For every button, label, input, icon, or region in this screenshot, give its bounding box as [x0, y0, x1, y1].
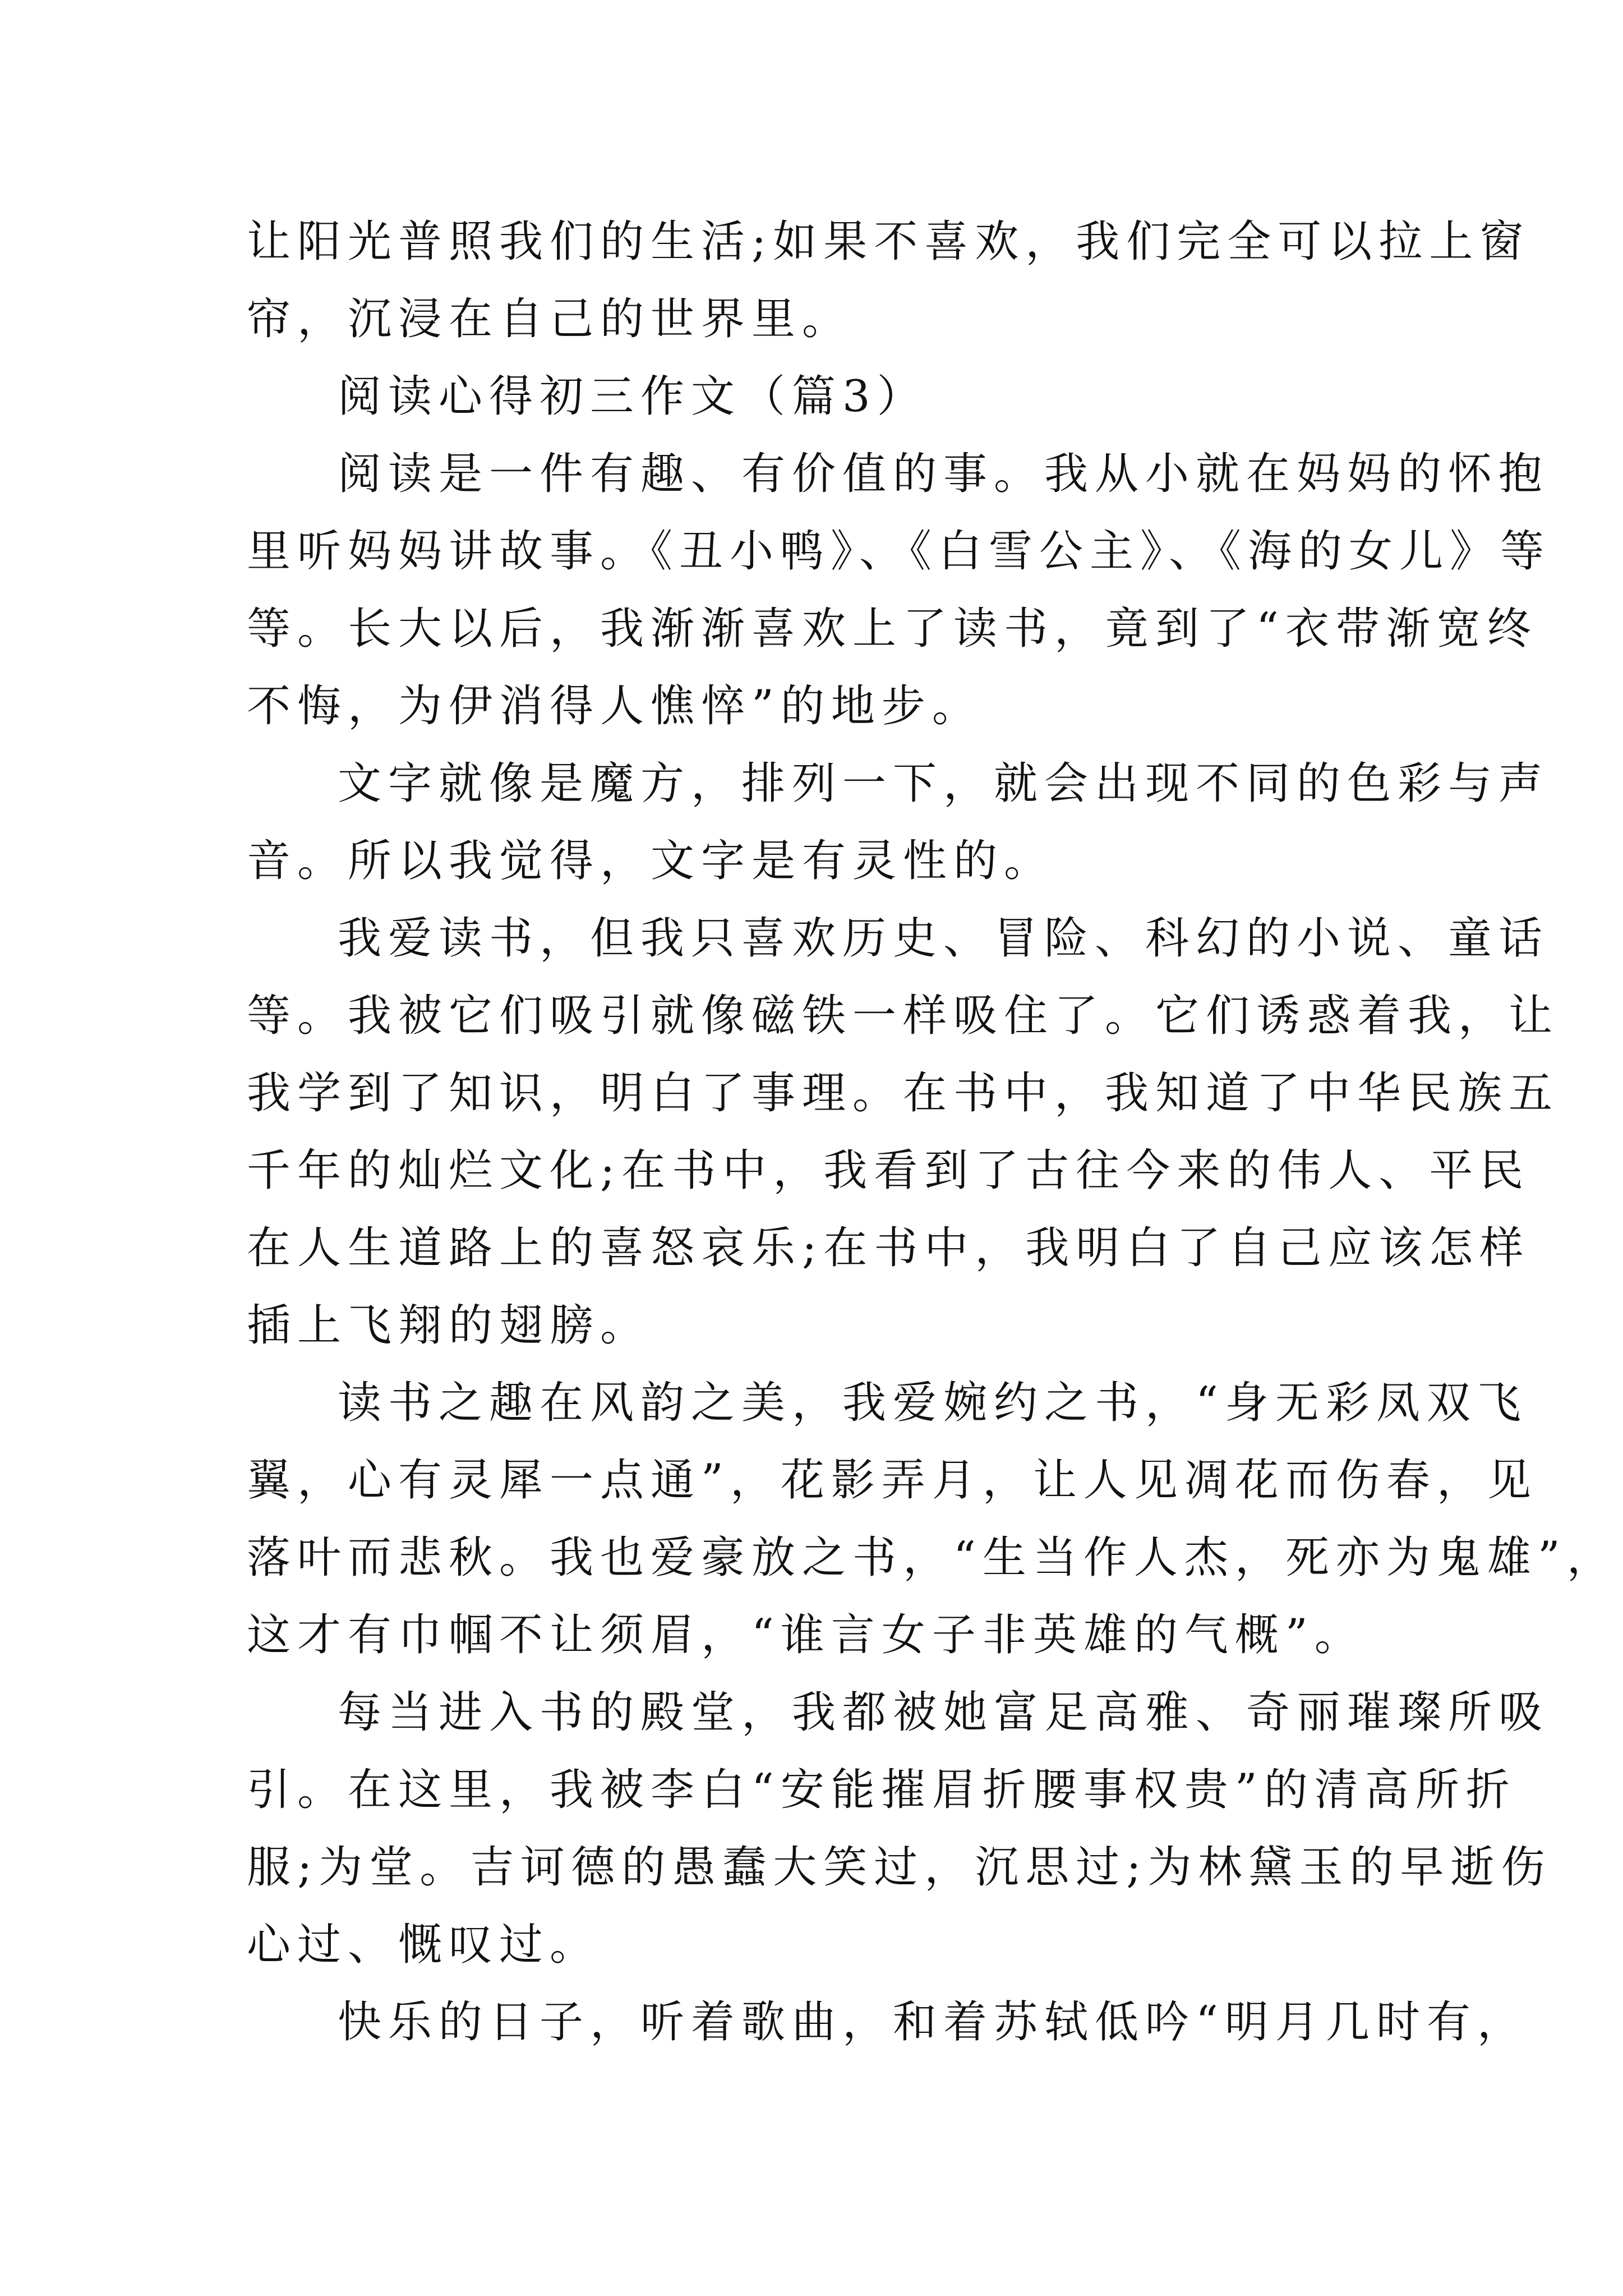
text-line: 在人生道路上的喜怒哀乐;在书中，我明白了自己应该怎样: [247, 1223, 1530, 1273]
paragraph: [247, 745, 1550, 900]
text-line: 心过、慨叹过。: [247, 1920, 601, 1970]
text-line: 快乐的日子，听着歌曲，和着苏轼低吟“明月几时有，: [338, 1997, 1528, 2047]
text-line: 阅读是一件有趣、有价值的事。我从小就在妈妈的怀抱: [338, 449, 1550, 499]
text-line: 等。我被它们吸引就像磁铁一样吸住了。它们诱惑着我，让: [247, 991, 1560, 1041]
text-line: 每当进入书的殿堂，我都被她富足高雅、奇丽璀璨所吸: [338, 1687, 1550, 1738]
text-line: 不悔，为伊消得人憔悴”的地步。: [247, 681, 983, 731]
text-line: 等。长大以后，我渐渐喜欢上了读书，竟到了“衣带渐宽终: [247, 604, 1538, 654]
text-line: 让阳光普照我们的生活;如果不喜欢，我们完全可以拉上窗: [247, 217, 1530, 267]
paragraph: [247, 1674, 1552, 1984]
text-line: 翼，心有灵犀一点通”，花影弄月，让人见凋花而伤春，见: [247, 1455, 1538, 1506]
text-line: 我学到了知识，明白了事理。在书中，我知道了中华民族五: [247, 1068, 1560, 1119]
text-line: 千年的灿烂文化;在书中，我看到了古往今来的伟人、平民: [247, 1145, 1530, 1196]
text-line: 引。在这里，我被李白“安能摧眉折腰事权贵”的清高所折: [247, 1765, 1516, 1815]
text-line: 这才有巾帼不让须眉，“谁言女子非英雄的气概”。: [247, 1610, 1365, 1660]
text-line: 读书之趣在风韵之美，我爱婉约之书，“身无彩凤双飞: [338, 1378, 1528, 1428]
text-line: 落叶而悲秋。我也爱豪放之书，“生当作人杰，死亦为鬼雄”，: [247, 1533, 1617, 1583]
text-line: 服;为堂。吉诃德的愚蠢大笑过，沉思过;为林黛玉的早逝伤: [247, 1842, 1552, 1893]
paragraph: [247, 1984, 1528, 2061]
paragraph: [247, 900, 1560, 1364]
document-body: [247, 203, 1617, 2061]
text-line: 音。所以我觉得，文字是有灵性的。: [247, 836, 1055, 886]
paragraph: [247, 1364, 1617, 1674]
text-line: 里听妈妈讲故事。《丑小鸭》、《白雪公主》、《海的女儿》等: [247, 526, 1551, 577]
text-line: 帘，沉浸在自己的世界里。: [247, 294, 853, 344]
text-line: 插上飞翔的翅膀。: [247, 1300, 651, 1351]
text-line: 文字就像是魔方，排列一下，就会出现不同的色彩与声: [338, 758, 1550, 809]
paragraph: [247, 435, 1551, 745]
section-title: 阅读心得初三作文（篇3）: [338, 371, 928, 422]
paragraph-continuation: [247, 203, 1530, 358]
text-line: 我爱读书，但我只喜欢历史、冒险、科幻的小说、童话: [338, 913, 1550, 964]
